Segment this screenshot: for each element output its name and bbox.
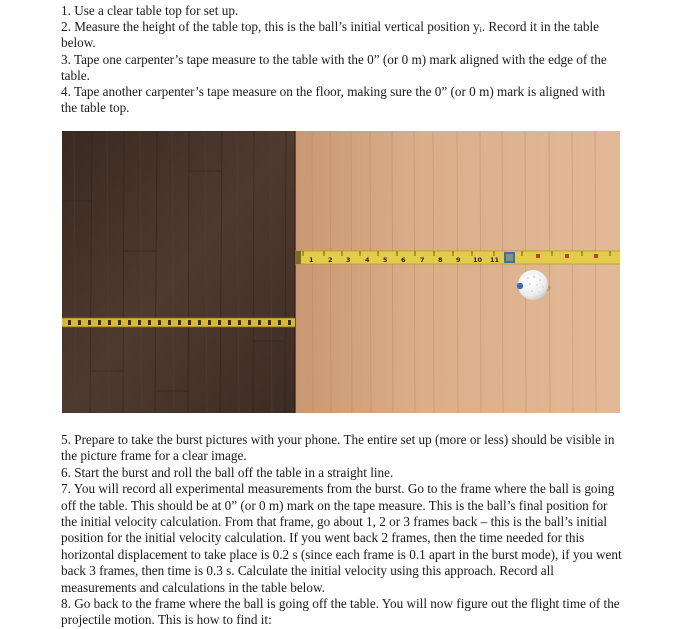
tape-number-10: 10	[473, 256, 483, 264]
step-7: 7. You will record all experimental measurements from the burst. Go to the frame where the ball is going off the table. This should be at 0” (or 0 m) mark on the tape measure. This is the ball’s final position for the initial velocity calculation. From that frame, go about 1, 2 or 3 frames back – this is the ball’s initial position for the initial velocity calculation. If you went back 2 frames, then the time needed for this horizontal displacement to take place is 0.2 s (since each frame is 0.1 apart in the burst mode), if you went back 3 frames, then time is 0.3 s. Calculate the initial velocity using this approach. Record all measurements and calculations in the table below.	[61, 481, 622, 595]
tape-number-4: 4	[365, 256, 370, 264]
step-8: 8. Go back to the frame where the ball is going off the table. You will now figure out the flight time of the projectile motion. This is how to find it:	[61, 596, 620, 628]
instructions-top	[61, 3, 623, 116]
step-4: 4. Tape another carpenter’s tape measure on the floor, making sure the 0” (or 0 m) mark is aligned with the table top.	[61, 84, 606, 116]
table-tape-measure	[295, 251, 620, 264]
tape-number-2: 2	[328, 256, 333, 264]
setup-photo	[62, 131, 620, 413]
tape-number-8: 8	[438, 256, 443, 264]
step-1: 1. Use a clear table top for set up.	[61, 3, 239, 18]
step-2: 2. Measure the height of the table top, this is the ball’s initial vertical position yᵢ. Record it in the table below.	[61, 19, 599, 51]
step-6: 6. Start the burst and roll the ball off the table in a straight line.	[61, 464, 394, 480]
floor-tape-measure	[62, 318, 295, 327]
tape-number-6: 6	[401, 256, 406, 264]
instructions-bottom	[61, 432, 623, 629]
step-5: 5. Prepare to take the burst pictures with your phone. The entire set up (more or less) should be visible in the picture frame for a clear image.	[61, 432, 615, 464]
tape-number-11: 11	[490, 256, 500, 264]
tape-number-1: 1	[309, 256, 314, 264]
tape-number-9: 9	[456, 256, 461, 264]
tape-number-5: 5	[383, 256, 388, 264]
tape-number-3: 3	[346, 256, 351, 264]
tape-number-7: 7	[420, 256, 425, 264]
step-3: 3. Tape one carpenter’s tape measure to the table with the 0” (or 0 m) mark aligned with the edge of the table.	[61, 51, 607, 83]
